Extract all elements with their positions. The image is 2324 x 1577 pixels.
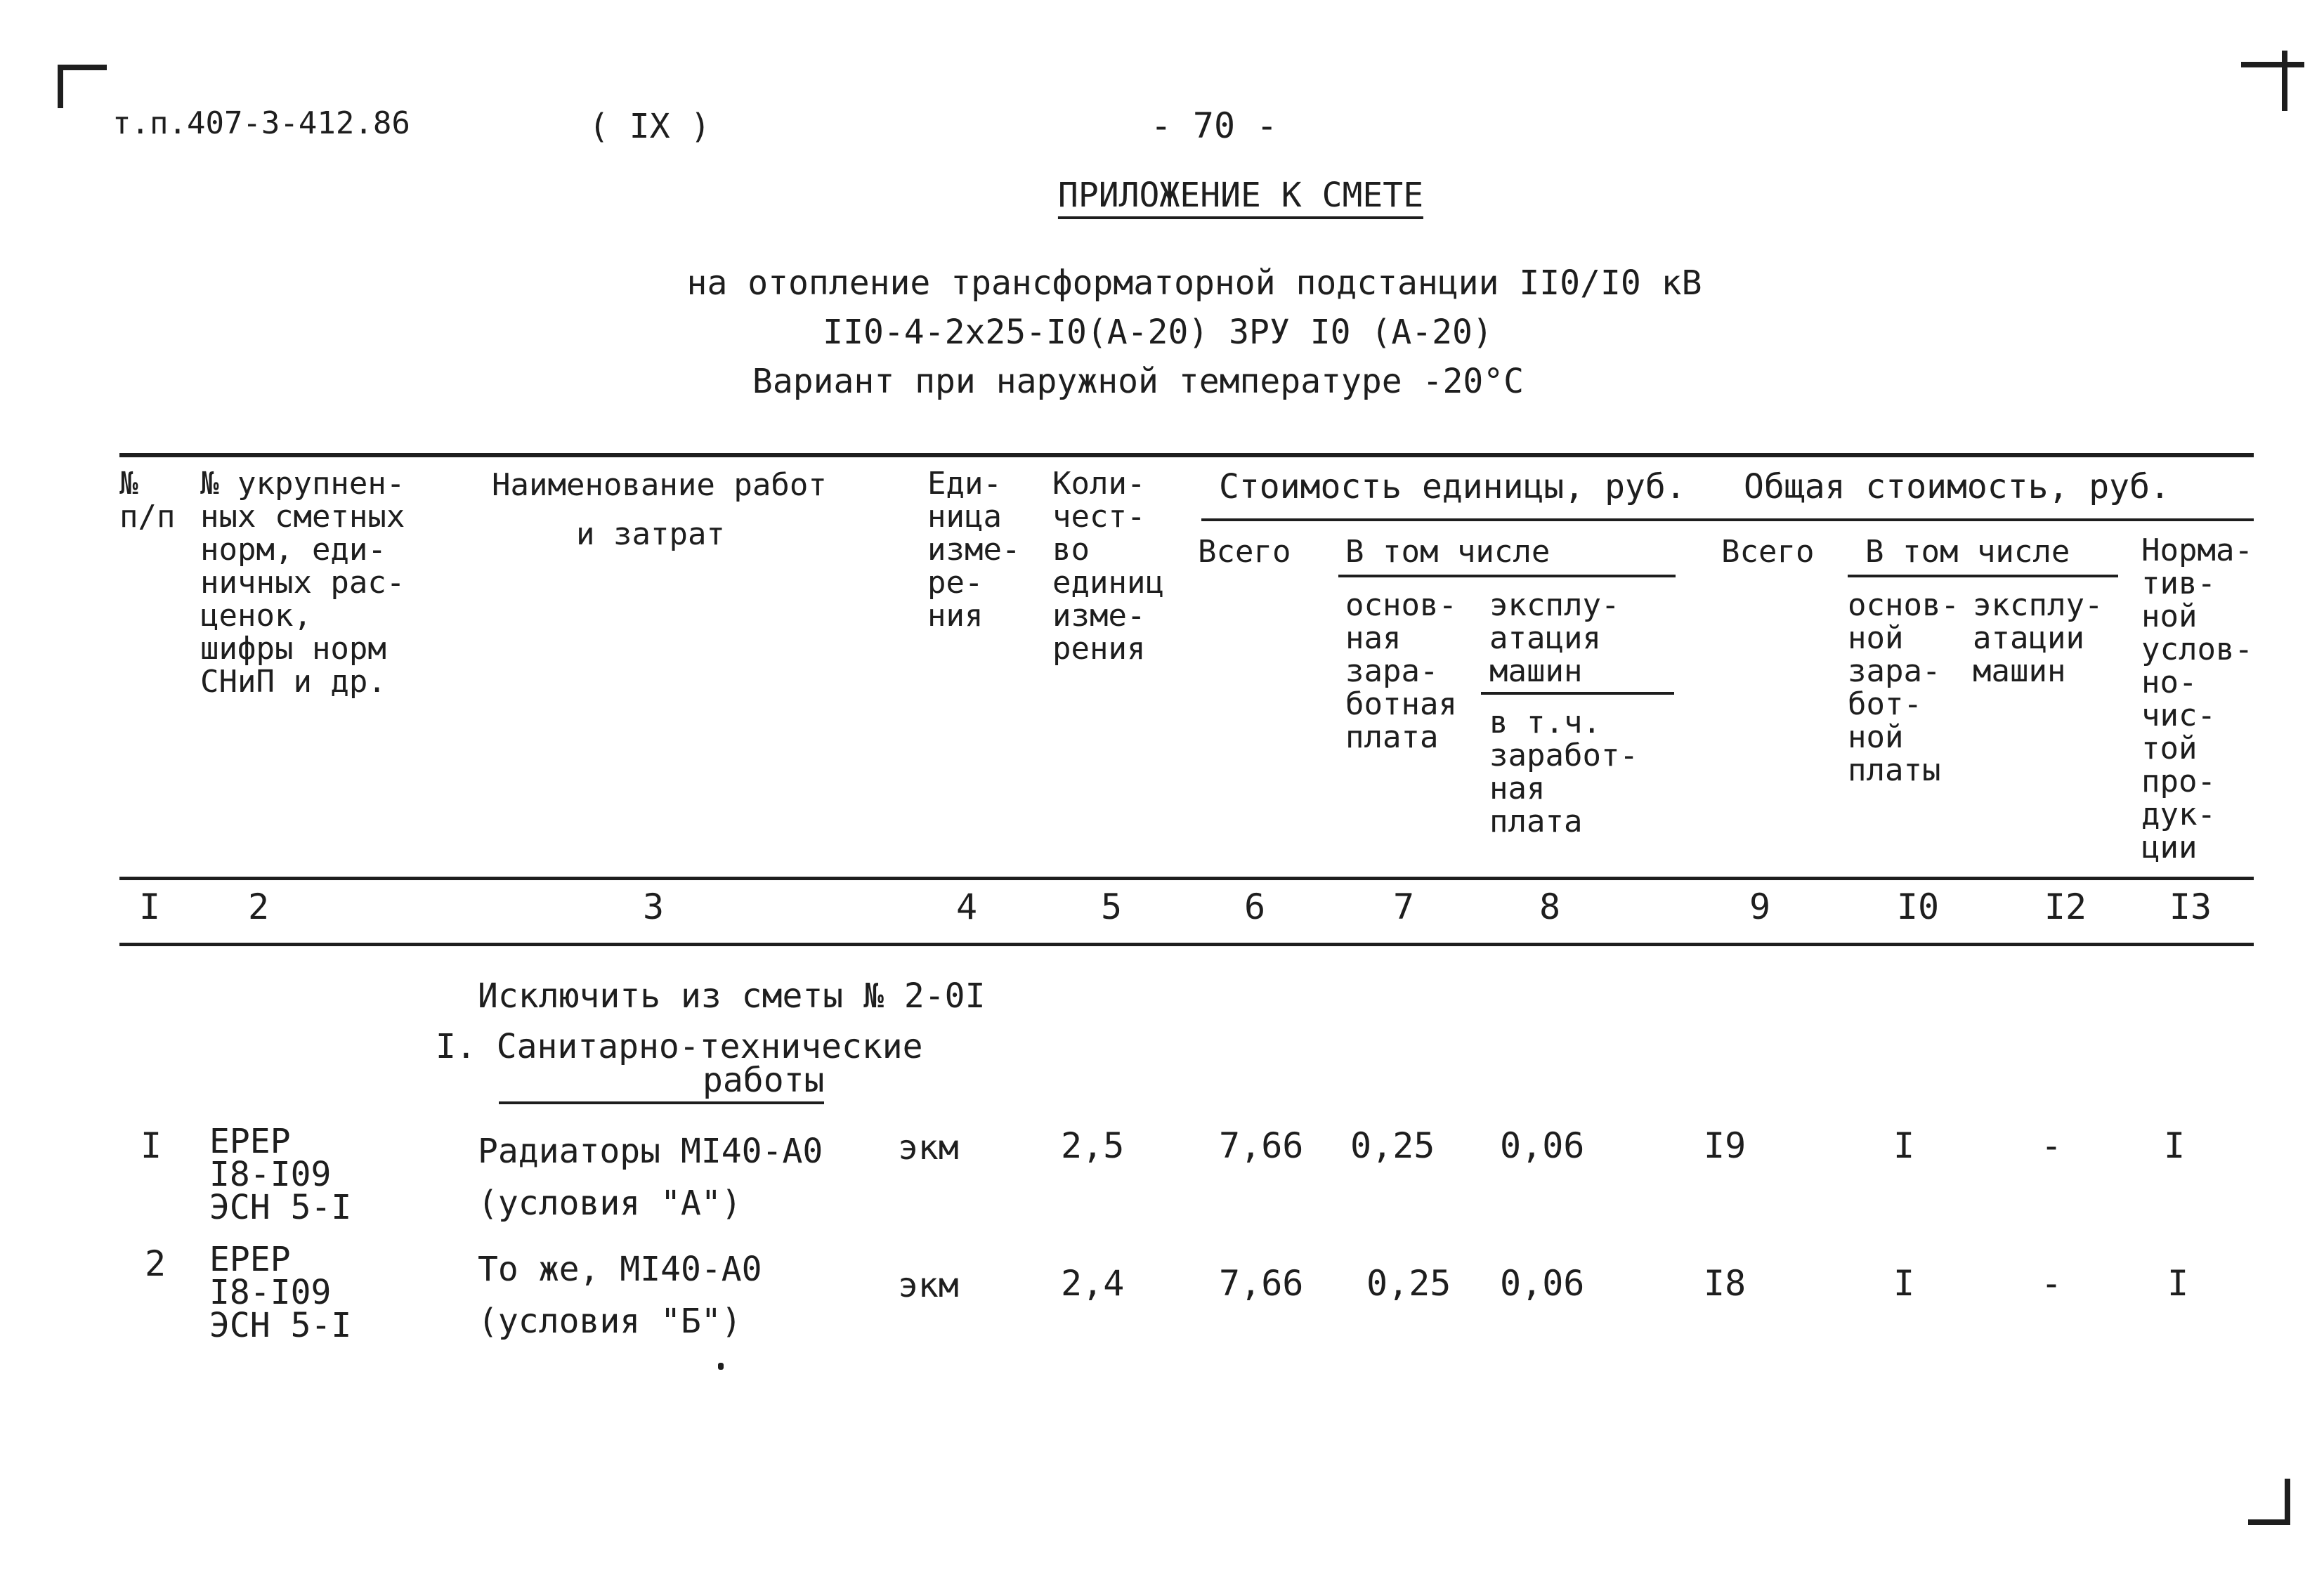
header-unit-including: В том числе	[1345, 534, 1551, 570]
column-number-4: 4	[955, 886, 978, 927]
colnum-bottom-rule	[119, 943, 2254, 946]
header-unit-base-wage: основ- ная зара- ботная плата	[1345, 587, 1457, 755]
column-number-9: 9	[1749, 886, 1771, 927]
column-number-2: 2	[247, 886, 270, 927]
exclude-note: Исключить из сметы № 2-0I	[478, 976, 986, 1016]
group-rule	[1201, 518, 2254, 521]
ink-dot	[718, 1363, 724, 1370]
corner-mark-top-left	[58, 65, 63, 108]
row-1-norm: I	[2164, 1125, 2186, 1166]
header-total: Всего	[1721, 534, 1815, 570]
row-1-unit-wage: 0,25	[1350, 1125, 1435, 1166]
corner-mark-bottom-right	[2285, 1479, 2290, 1525]
row-2-norm: I	[2167, 1263, 2189, 1304]
header-total-including: В том числе	[1865, 534, 2070, 570]
corner-mark-top-right	[2282, 51, 2287, 111]
row-2-unit-wage: 0,25	[1366, 1263, 1451, 1304]
subgroup-rule-a	[1338, 575, 1676, 577]
section-number: ( IX )	[589, 107, 711, 146]
column-number-3: 3	[642, 886, 665, 927]
header-total-machines: эксплу- атации машин	[1973, 587, 2103, 689]
column-number-8: 8	[1539, 886, 1561, 927]
header-bottom-rule	[119, 877, 2254, 880]
header-unit-machines: эксплу- атация машин	[1489, 587, 1620, 689]
row-2-qty: 2,4	[1061, 1263, 1125, 1304]
header-row-number: № п/п	[119, 466, 176, 535]
row-1-unit-total: 7,66	[1219, 1125, 1304, 1166]
row-1-unit: экм	[898, 1128, 959, 1167]
column-number-6: 6	[1243, 886, 1266, 927]
row-1-qty: 2,5	[1061, 1125, 1125, 1166]
header-unit-total: Всего	[1198, 534, 1291, 570]
header-unit: Еди- ница изме- ре- ния	[927, 466, 1021, 634]
machines-rule	[1481, 692, 1674, 695]
doc-number: т.п.407-3-412.86	[112, 105, 410, 141]
column-number-7: 7	[1392, 886, 1415, 927]
row-1-total-wage: I	[1893, 1125, 1915, 1166]
corner-mark-top-left	[58, 65, 107, 70]
section-title-2: работы	[499, 1061, 824, 1104]
row-1-number: I	[141, 1125, 162, 1166]
subgroup-rule-b	[1848, 575, 2118, 577]
row-2-name: То же, МI40-А0 (условия "Б")	[478, 1250, 762, 1341]
row-2-code: ЕРЕР I8-I09 ЭСН 5-I	[209, 1240, 352, 1345]
header-total-base-wage: основ- ной зара- бот- ной платы	[1848, 587, 1959, 788]
corner-mark-bottom-right	[2248, 1519, 2290, 1525]
row-2-unit: экм	[898, 1266, 959, 1305]
header-quantity: Коли- чест- во единиц изме- рения	[1052, 466, 1164, 667]
page-number: - 70 -	[1150, 105, 1278, 146]
header-total-cost-group: Общая стоимость, руб.	[1744, 467, 2170, 506]
header-unit-cost-group: Стоимость единицы, руб.	[1219, 467, 1686, 506]
table-top-rule	[119, 453, 2254, 457]
title-line-3: Вариант при наружной температуре -20°С	[752, 362, 1525, 401]
appendix-title: ПРИЛОЖЕНИЕ К СМЕТЕ	[1058, 176, 1423, 219]
row-1-code: ЕРЕР I8-I09 ЭСН 5-I	[209, 1122, 352, 1227]
column-number-5: 5	[1100, 886, 1123, 927]
title-line-1: на отопление трансформаторной подстанции II0/I0 кВ	[686, 263, 1702, 303]
row-1-total-machines: -	[2041, 1125, 2063, 1166]
header-work-name-2: и затрат	[576, 516, 725, 552]
header-norm-code: № укрупнен- ных сметных норм, еди- ничных рас- ценок, шифры норм СНиП и др.	[200, 466, 405, 700]
row-1-name: Радиаторы МI40-А0 (условия "А")	[478, 1132, 823, 1223]
row-1-total: I9	[1704, 1125, 1747, 1166]
row-2-total: I8	[1704, 1263, 1747, 1304]
row-2-total-machines: -	[2041, 1263, 2063, 1304]
column-number-10: I0	[1896, 886, 1940, 927]
row-2-total-wage: I	[1893, 1263, 1915, 1304]
header-work-name: Наименование работ	[492, 467, 827, 503]
row-2-number: 2	[145, 1243, 167, 1284]
header-unit-machines-wage: в т.ч. заработ- ная плата	[1489, 705, 1638, 839]
row-2-unit-total: 7,66	[1219, 1263, 1304, 1304]
row-2-unit-machines: 0,06	[1500, 1263, 1585, 1304]
column-number-12: I2	[2044, 886, 2087, 927]
column-number-1: I	[138, 886, 161, 927]
section-title: I. Санитарно-технические	[436, 1027, 923, 1066]
corner-mark-top-right	[2241, 62, 2304, 67]
title-line-2: II0-4-2х25-I0(А-20) ЗРУ I0 (А-20)	[823, 313, 1493, 352]
header-normative-output: Норма- тив- ной услов- но- чис- той про- дук- ции	[2141, 532, 2253, 865]
row-1-unit-machines: 0,06	[1500, 1125, 1585, 1166]
column-number-13: I3	[2169, 886, 2212, 927]
